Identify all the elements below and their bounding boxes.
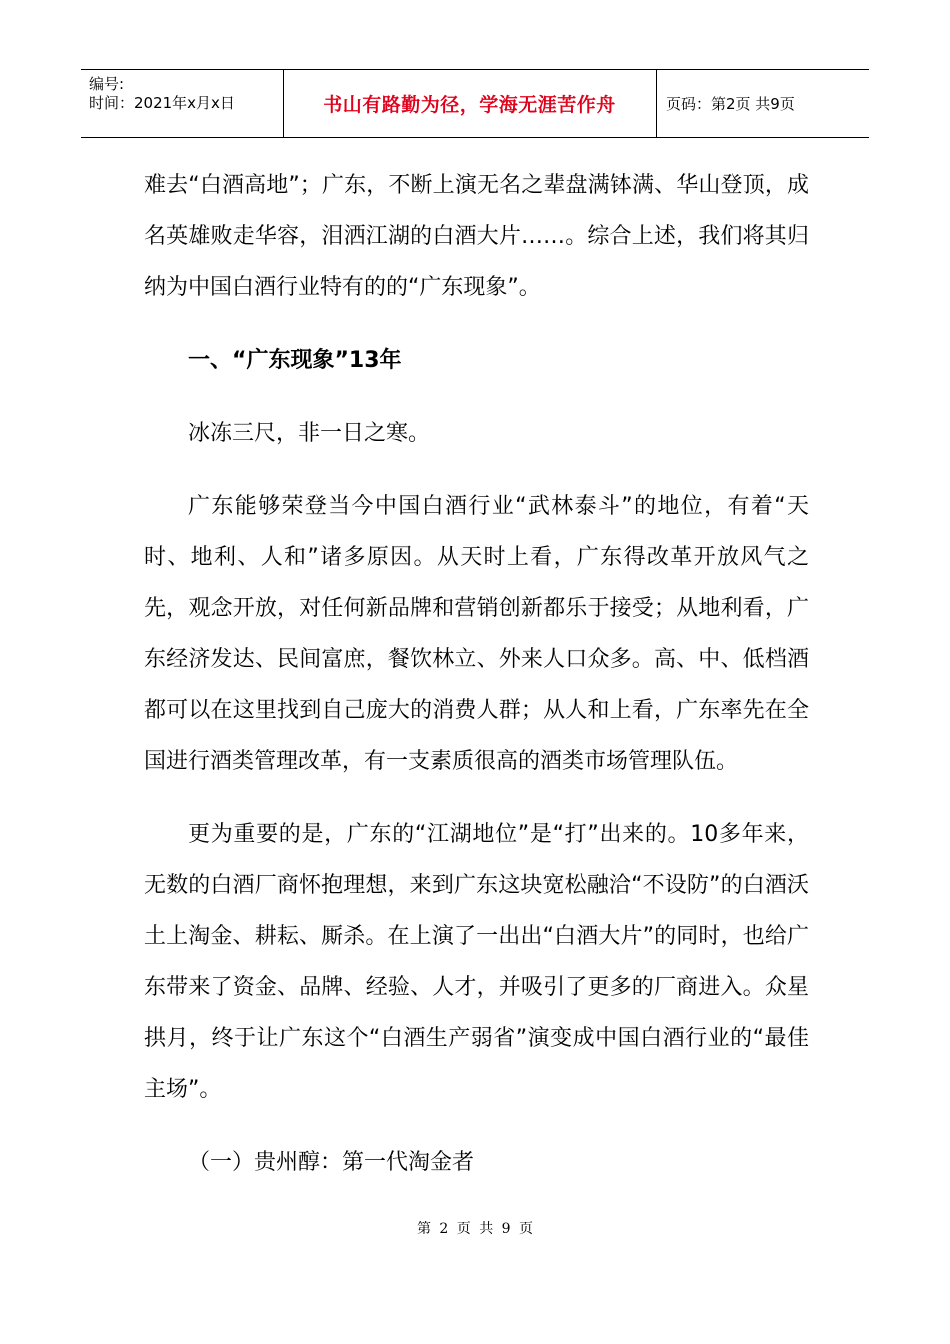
motto-text: 书山有路勤为径，学海无涯苦作舟 [323,94,616,116]
header-motto-cell [283,70,657,137]
date-label: 时间：2021年x月x日 [89,94,235,112]
paragraph: 更为重要的是，广东的“江湖地位”是“打”出来的。10多年来，无数的白酒厂商怀抱理想，来到广东这块宽松融洽“不设防”的白酒沃土上淘金、耕耘、厮杀。在上演了一出出“白酒大片”的同时，也给广东带来了资金、品牌、经验、人才，并吸引了更多的厂商进入。众星拱月，终于让广东这个“白酒生产弱省”演变成中国白酒行业的“最佳主场”。 [144,822,809,1102]
page-header [81,69,869,138]
section-heading: 一、“广东现象”13年 [188,348,402,373]
paragraph-continued: 难去“白酒高地”；广东，不断上演无名之辈盘满钵满、华山登顶，成名英雄败走华容，泪洒江湖的白酒大片……。综合上述，我们将其归纳为中国白酒行业特有的的“广东现象”。 [144,173,809,300]
paragraph: 广东能够荣登当今中国白酒行业“武林泰斗”的地位，有着“天时、地利、人和”诸多原因。从天时上看，广东得改革开放风气之先，观念开放，对任何新品牌和营销创新都乐于接受；从地利看，广东经济发达、民间富庶，餐饮林立、外来人口众多。高、中、低档酒都可以在这里找到自己庞大的消费人群；从人和上看，广东率先在全国进行酒类管理改革，有一支素质很高的酒类市场管理队伍。 [144,494,809,774]
header-meta-cell [81,70,284,137]
header-page-info: 页码：第2页 共9页 [666,95,795,113]
page-footer: 第 2 页 共 9 页 [416,1221,534,1237]
serial-label: 编号: [89,75,125,93]
document-body [144,160,809,1188]
paragraph: 冰冻三尺，非一日之寒。 [188,421,431,446]
header-page-cell [656,70,869,137]
subsection-heading: （一）贵州醇：第一代淘金者 [188,1150,475,1175]
